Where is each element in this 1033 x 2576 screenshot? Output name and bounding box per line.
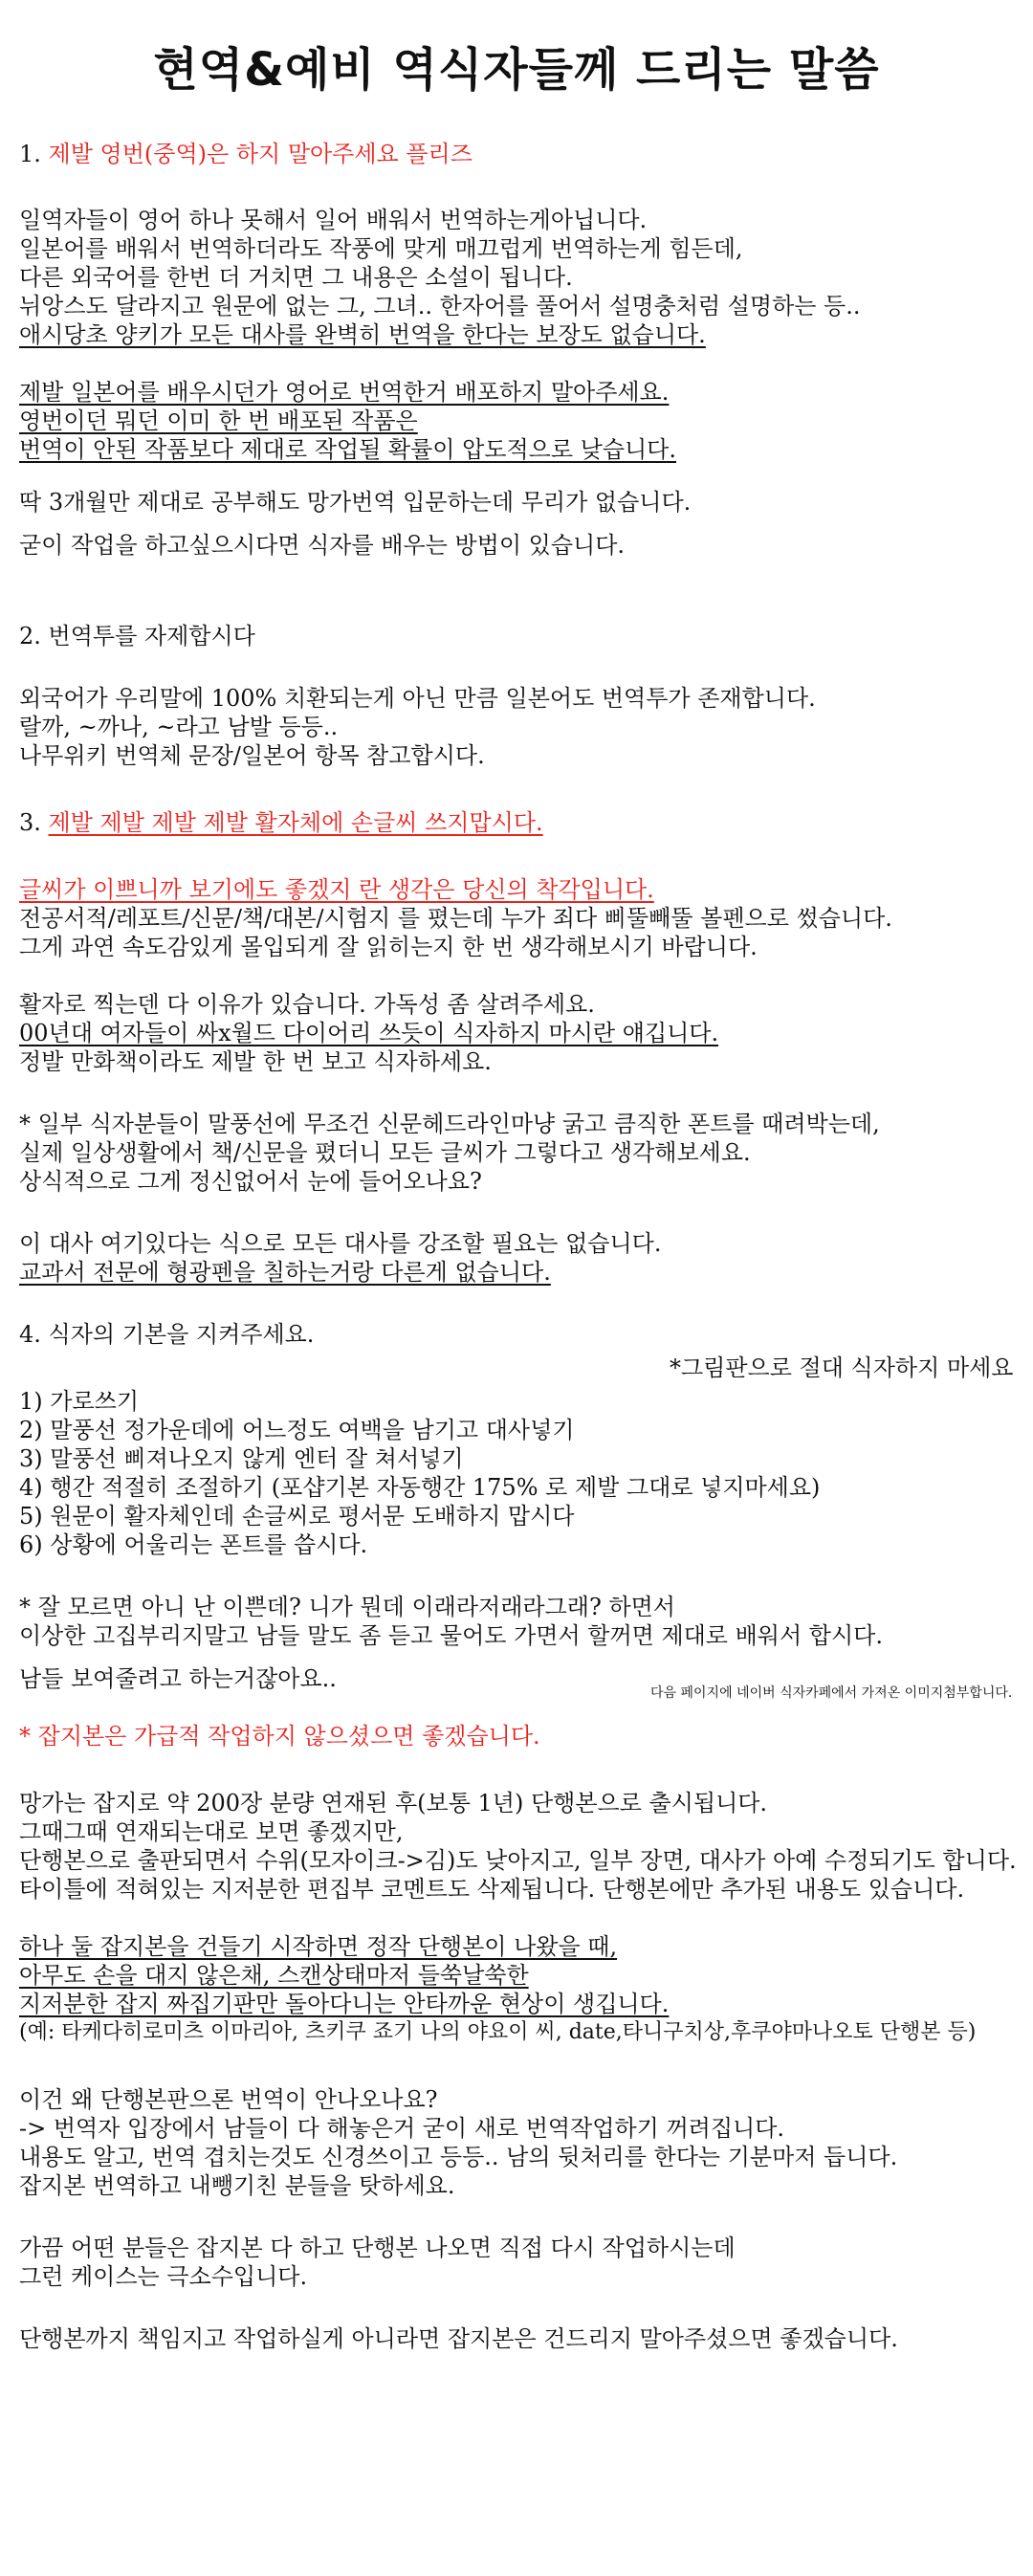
s4-p1-line: * 잘 모르면 아니 난 이쁜데? 니가 뭔데 이래라저래라그래? 하면서	[19, 1594, 675, 1620]
s1-p2-line: 제발 일본어를 배우시던가 영어로 번역한거 배포하지 말아주세요.	[19, 379, 670, 406]
s1-p2-line: 번역이 안된 작품보다 제대로 작업될 확률이 압도적으로 낮습니다.	[19, 436, 676, 463]
section-5-heading: * 잡지본은 가급적 작업하지 않으셨으면 좋겠습니다.	[19, 1723, 540, 1750]
s1-p3: 딱 3개월만 제대로 공부해도 망가번역 입문하는데 무리가 없습니다.	[19, 489, 692, 516]
s5-p3-line: 내용도 알고, 번역 겹치는것도 신경쓰이고 등등.. 남의 뒷처리를 한다는 기분마저 듭니다.	[19, 2144, 898, 2170]
s5-p3-line: -> 번역자 입장에서 남들이 다 해놓은거 굳이 새로 번역작업하기 꺼려집니다.	[19, 2115, 785, 2142]
s1-p1-line: 뉘앙스도 달라지고 원문에 없는 그, 그녀.. 한자어를 풀어서 설명충처럼 설명하는 등..	[19, 293, 861, 319]
s5-p4-line: 가끔 어떤 분들은 잡지본 다 하고 단행본 나오면 직접 다시 작업하시는데	[19, 2235, 736, 2261]
s4-item: 5) 원문이 활자체인데 손글씨로 평서문 도배하지 맙시다	[19, 1503, 575, 1530]
s2-p1-line: 랄까, ~까나, ~라고 남발 등등..	[19, 714, 339, 740]
s3-p3-line: 상식적으로 그게 정신없어서 눈에 들어오나요?	[19, 1168, 482, 1195]
s5-p5: 단행본까지 책임지고 작업하실게 아니라면 잡지본은 건드리지 말아주셨으면 좋겠습니다.	[19, 2325, 898, 2352]
s5-p1-line: 망가는 잡지로 약 200장 분량 연재된 후(보통 1년) 단행본으로 출시됩니다.	[19, 1790, 768, 1816]
s1-p1-line: 다른 외국어를 한번 더 거치면 그 내용은 소설이 됩니다.	[19, 264, 573, 291]
section-4-heading: 4. 식자의 기본을 지켜주세요.	[19, 1321, 315, 1348]
section-2-heading: 2. 번역투를 자제합시다	[19, 623, 255, 650]
s3-p2-line: 활자로 찍는덴 다 이유가 있습니다. 가독성 좀 살려주세요.	[19, 991, 595, 1018]
s1-p2-line: 영번이던 뭐던 이미 한 번 배포된 작품은	[19, 407, 418, 434]
s5-p4-line: 그런 케이스는 극소수입니다.	[19, 2263, 308, 2290]
section-3-number: 3.	[19, 809, 41, 836]
s5-p2-line: 아무도 손을 대지 않은채, 스캔상태마저 들쑥날쑥한	[19, 1962, 529, 1989]
s5-p1-line: 단행본으로 출판되면서 수위(모자이크->김)도 낮아지고, 일부 장면, 대사가 아예 수정되기도 합니다.	[19, 1847, 1017, 1874]
s3-p3-line: * 일부 식자분들이 말풍선에 무조건 신문헤드라인마냥 굵고 큼직한 폰트를 때려박는데,	[19, 1111, 880, 1137]
s3-p1-line: 그게 과연 속도감있게 몰입되게 잘 읽히는지 한 번 생각해보시기 바랍니다.	[19, 934, 758, 960]
s4-p2: 남들 보여줄려고 하는거잖아요..	[19, 1665, 337, 1692]
s5-p3-line: 잡지본 번역하고 내뺑기친 분들을 탓하세요.	[19, 2172, 455, 2199]
page-title: 현역&예비 역식자들께 드리는 말씀	[153, 43, 880, 97]
section-1-number: 1.	[19, 141, 41, 167]
s4-item: 2) 말풍선 정가운데에 어느정도 여백을 남기고 대사넣기	[19, 1417, 575, 1443]
s4-p1-line: 이상한 고집부리지말고 남들 말도 좀 듣고 물어도 가면서 할꺼면 제대로 배워서 합시다.	[19, 1622, 883, 1649]
s3-p2-line: 00년대 여자들이 싸x월드 다이어리 쓰듯이 식자하지 마시란 얘깁니다.	[19, 1020, 719, 1046]
s5-p1-line: 타이틀에 적혀있는 지저분한 편집부 코멘트도 삭제됩니다. 단행본에만 추가된 내용도 있습니다.	[19, 1876, 965, 1903]
s4-item: 3) 말풍선 삐져나오지 않게 엔터 잘 쳐서넣기	[19, 1445, 464, 1472]
s5-p1-line: 그때그때 연재되는대로 보면 좋겠지만,	[19, 1818, 404, 1845]
s3-p4-line: 이 대사 여기있다는 식으로 모든 대사를 강조할 필요는 없습니다.	[19, 1230, 662, 1257]
s4-item: 1) 가로쓰기	[19, 1388, 139, 1415]
s2-p1-line: 나무위키 번역체 문장/일본어 항목 참고합시다.	[19, 742, 485, 769]
s3-p4-line: 교과서 전문에 형광펜을 칠하는거랑 다른게 없습니다.	[19, 1259, 551, 1286]
section-1-heading	[19, 140, 473, 168]
section-3-heading-text: 제발 제발 제발 제발 활자체에 손글씨 쓰지맙시다.	[48, 809, 543, 836]
section-1-heading-text: 제발 영번(중역)은 하지 말아주세요 플리즈	[48, 141, 473, 167]
s1-p1-line: 일역자들이 영어 하나 못해서 일어 배워서 번역하는게아닙니다.	[19, 207, 648, 233]
s3-p3-line: 실제 일상생활에서 책/신문을 폈더니 모든 글씨가 그렇다고 생각해보세요.	[19, 1139, 751, 1166]
s4-side-note: *그림판으로 절대 식자하지 마세요	[670, 1354, 1014, 1381]
s3-red-line: 글씨가 이쁘니까 보기에도 좋겠지 란 생각은 당신의 착각입니다.	[19, 876, 654, 903]
s4-item: 4) 행간 적절히 조절하기 (포샵기본 자동행간 175% 로 제발 그대로 넣지마세요)	[19, 1474, 821, 1501]
s5-p2-line: 지저분한 잡지 짜집기판만 돌아다니는 안타까운 현상이 생깁니다.	[19, 1991, 670, 2017]
s3-p2-line: 정발 만화책이라도 제발 한 번 보고 식자하세요.	[19, 1048, 492, 1075]
s5-p2-example: (예: 타케다히로미츠 이마리아, 츠키쿠 죠기 나의 야요이 씨, date,타니구치상,후쿠야마나오토 단행본 등)	[19, 2020, 977, 2044]
s5-p2-line: 하나 둘 잡지본을 건들기 시작하면 정작 단행본이 나왔을 때,	[19, 1933, 618, 1960]
s1-p4: 굳이 작업을 하고싶으시다면 식자를 배우는 방법이 있습니다.	[19, 532, 626, 559]
s1-p1-line: 일본어를 배워서 번역하더라도 작풍에 맞게 매끄럽게 번역하는게 힘든데,	[19, 235, 743, 262]
s4-item: 6) 상황에 어울리는 폰트를 씁시다.	[19, 1531, 368, 1558]
s4-attach-note: 다음 페이지에 네이버 식자카페에서 가져온 이미지첨부합니다.	[650, 1685, 1013, 1701]
section-3-heading	[19, 808, 543, 837]
s2-p1-line: 외국어가 우리말에 100% 치환되는게 아닌 만큼 일본어도 번역투가 존재합니다.	[19, 685, 816, 712]
s3-p1-line: 전공서적/레포트/신문/책/대본/시험지 를 폈는데 누가 죄다 삐뚤빼뚤 볼펜으로 썼습니다.	[19, 905, 892, 932]
s5-p3-line: 이건 왜 단행본판으론 번역이 안나오나요?	[19, 2086, 438, 2113]
s1-p1-line: 애시당초 양키가 모든 대사를 완벽히 번역을 한다는 보장도 없습니다.	[19, 321, 706, 348]
